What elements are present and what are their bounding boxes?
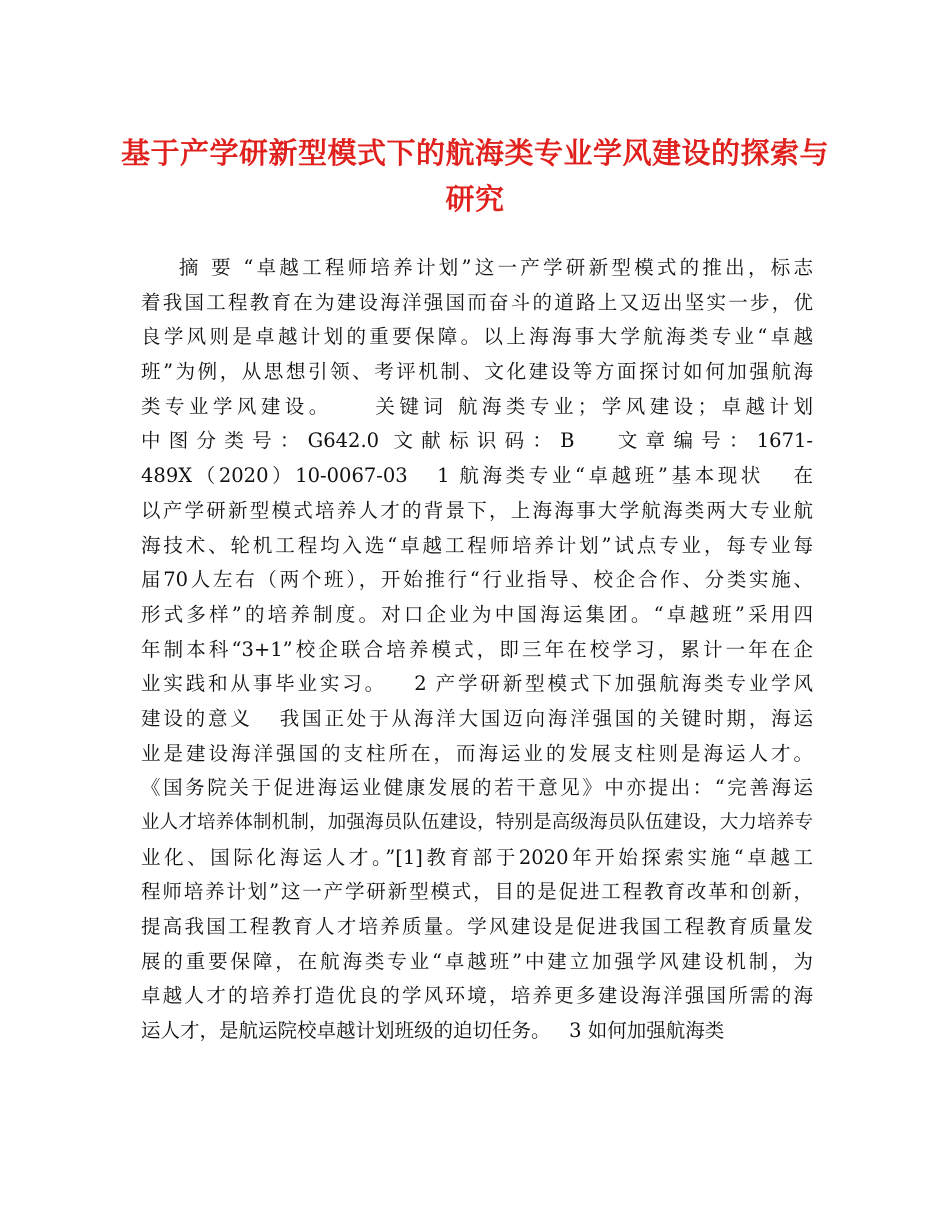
body-line: 建设的意义 我国正处于从海洋大国迈向海洋强国的关键时期，海运 [141,706,813,730]
body-line: 良学风则是卓越计划的重要保障。以上海海事大学航海类专业“卓越 [141,325,813,349]
body-line: 489X（2020）10-0067-03 1 航海类专业“卓越班”基本现状 在 [141,464,813,488]
body-line: 卓越人才的培养打造优良的学风环境，培养更多建设海洋强国所需的海 [141,984,813,1008]
body-line: 类专业学风建设。 关键词 航海类专业；学风建设；卓越计划 [141,394,813,418]
body-line: 中图分类号：G642.0 文献标识码：B 文章编号：1671- [141,429,813,453]
body-line: 业是建设海洋强国的支柱所在，而海运业的发展支柱则是海运人才。 [141,741,813,765]
body-line: 摘 要 “卓越工程师培养计划”这一产学研新型模式的推出，标志 [141,256,813,279]
document-body [141,251,813,1049]
body-line: 程师培养计划”这一产学研新型模式，目的是促进工程教育改革和创新， [141,880,813,904]
body-line: 《国务院关于促进海运业健康发展的若干意见》中亦提出：“完善海运 [141,776,813,800]
body-line: 提高我国工程教育人才培养质量。学风建设是促进我国工程教育质量发 [141,915,813,939]
body-line: 届70人左右（两个班），开始推行“行业指导、校企合作、分类实施、 [141,568,813,592]
body-line: 海技术、轮机工程均入选“卓越工程师培养计划”试点专业，每专业每 [141,533,813,557]
body-line: 展的重要保障，在航海类专业“卓越班”中建立加强学风建设机制，为 [141,949,813,973]
body-line: 以产学研新型模式培养人才的背景下，上海海事大学航海类两大专业航 [141,498,813,522]
body-line: 业实践和从事毕业实习。 2 产学研新型模式下加强航海类专业学风 [141,672,813,696]
body-line: 班”为例，从思想引领、考评机制、文化建设等方面探讨如何加强航海 [141,360,813,384]
body-line: 业化、国际化海运人才。”[1]教育部于2020年开始探索实施“卓越工 [141,845,813,869]
body-line: 形式多样”的培养制度。对口企业为中国海运集团。“卓越班”采用四 [141,602,813,626]
document-title-line-1: 基于产学研新型模式下的航海类专业学风建设的探索与 [120,136,829,170]
document-title-line-2: 研究 [445,182,505,216]
body-line: 业人才培养体制机制，加强海员队伍建设，特别是高级海员队伍建设，大力培养专 [141,812,813,833]
body-line: 着我国工程教育在为建设海洋强国而奋斗的道路上又迈出坚实一步，优 [141,290,813,314]
body-line: 年制本科“3+1”校企联合培养模式，即三年在校学习，累计一年在企 [141,637,813,661]
body-line: 运人才，是航运院校卓越计划班级的迫切任务。 3 如何加强航海类 [141,1019,725,1043]
